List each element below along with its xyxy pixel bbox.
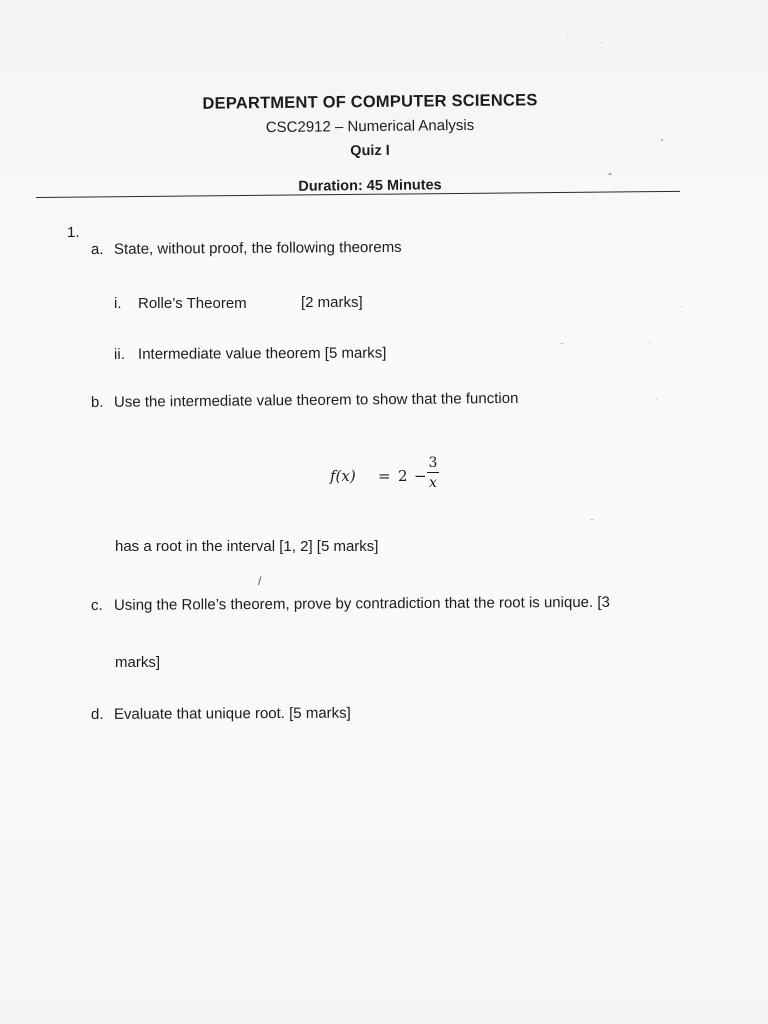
part-c-text: Using the Rolle’s theorem, prove by contradiction that the root is unique. [3 xyxy=(113,593,610,614)
part-a-item-i-marks: [2 marks] xyxy=(301,294,363,311)
part-d-text: Evaluate that unique root. [5 marks] xyxy=(113,704,351,723)
formula-equals: = xyxy=(378,467,391,485)
course-title: CSC2912 – Numerical Analysis xyxy=(265,116,475,137)
formula-lhs: f(x) xyxy=(330,467,356,485)
question-number: 1. xyxy=(67,224,80,241)
part-b xyxy=(91,390,519,411)
department-title: DEPARTMENT OF COMPUTER SCIENCES xyxy=(202,91,538,113)
part-a-item-i-text: Rolle’s Theorem xyxy=(138,295,247,312)
bleed-through-mark: - xyxy=(590,512,595,526)
part-b-text: Use the intermediate value theorem to show that the function xyxy=(113,389,519,411)
part-b-label: b. xyxy=(90,393,104,411)
part-d xyxy=(91,705,351,723)
pen-mark: - xyxy=(608,166,612,180)
bleed-through-mark: · xyxy=(648,336,652,350)
part-c-label: c. xyxy=(90,596,103,614)
formula-fraction xyxy=(427,455,439,491)
fraction-bar xyxy=(427,472,439,473)
duration-label: Duration: 45 Minutes xyxy=(298,177,442,195)
quiz-title: Quiz I xyxy=(350,142,390,160)
part-a xyxy=(91,239,402,258)
part-d-label: d. xyxy=(90,705,104,723)
part-a-text: State, without proof, the following theorems xyxy=(113,238,402,258)
bleed-through-mark: · xyxy=(680,300,684,314)
pen-mark: · xyxy=(660,132,664,146)
bleed-through-mark: · xyxy=(600,36,604,50)
bleed-through-mark: - xyxy=(560,336,565,350)
part-c-continuation: marks] xyxy=(115,654,160,671)
part-b-continuation: has a root in the interval [1, 2] [5 marks] xyxy=(115,538,379,555)
pen-mark: / xyxy=(258,574,262,588)
formula-numerator: 3 xyxy=(428,455,438,471)
bleed-through-mark: · xyxy=(566,30,570,44)
part-a-item-ii-text: Intermediate value theorem [5 marks] xyxy=(137,344,387,363)
part-a-item-i-label: i. xyxy=(114,295,122,312)
formula-denominator: x xyxy=(429,475,437,491)
part-a-label: a. xyxy=(90,240,104,258)
formula-operator: − xyxy=(414,467,427,485)
part-c xyxy=(91,594,610,614)
bleed-through-mark: · xyxy=(655,392,659,406)
formula-constant: 2 xyxy=(398,467,408,485)
part-a-item-ii-label: ii. xyxy=(113,345,125,363)
part-a-item-i xyxy=(114,295,247,312)
part-a-item-ii xyxy=(114,345,387,363)
